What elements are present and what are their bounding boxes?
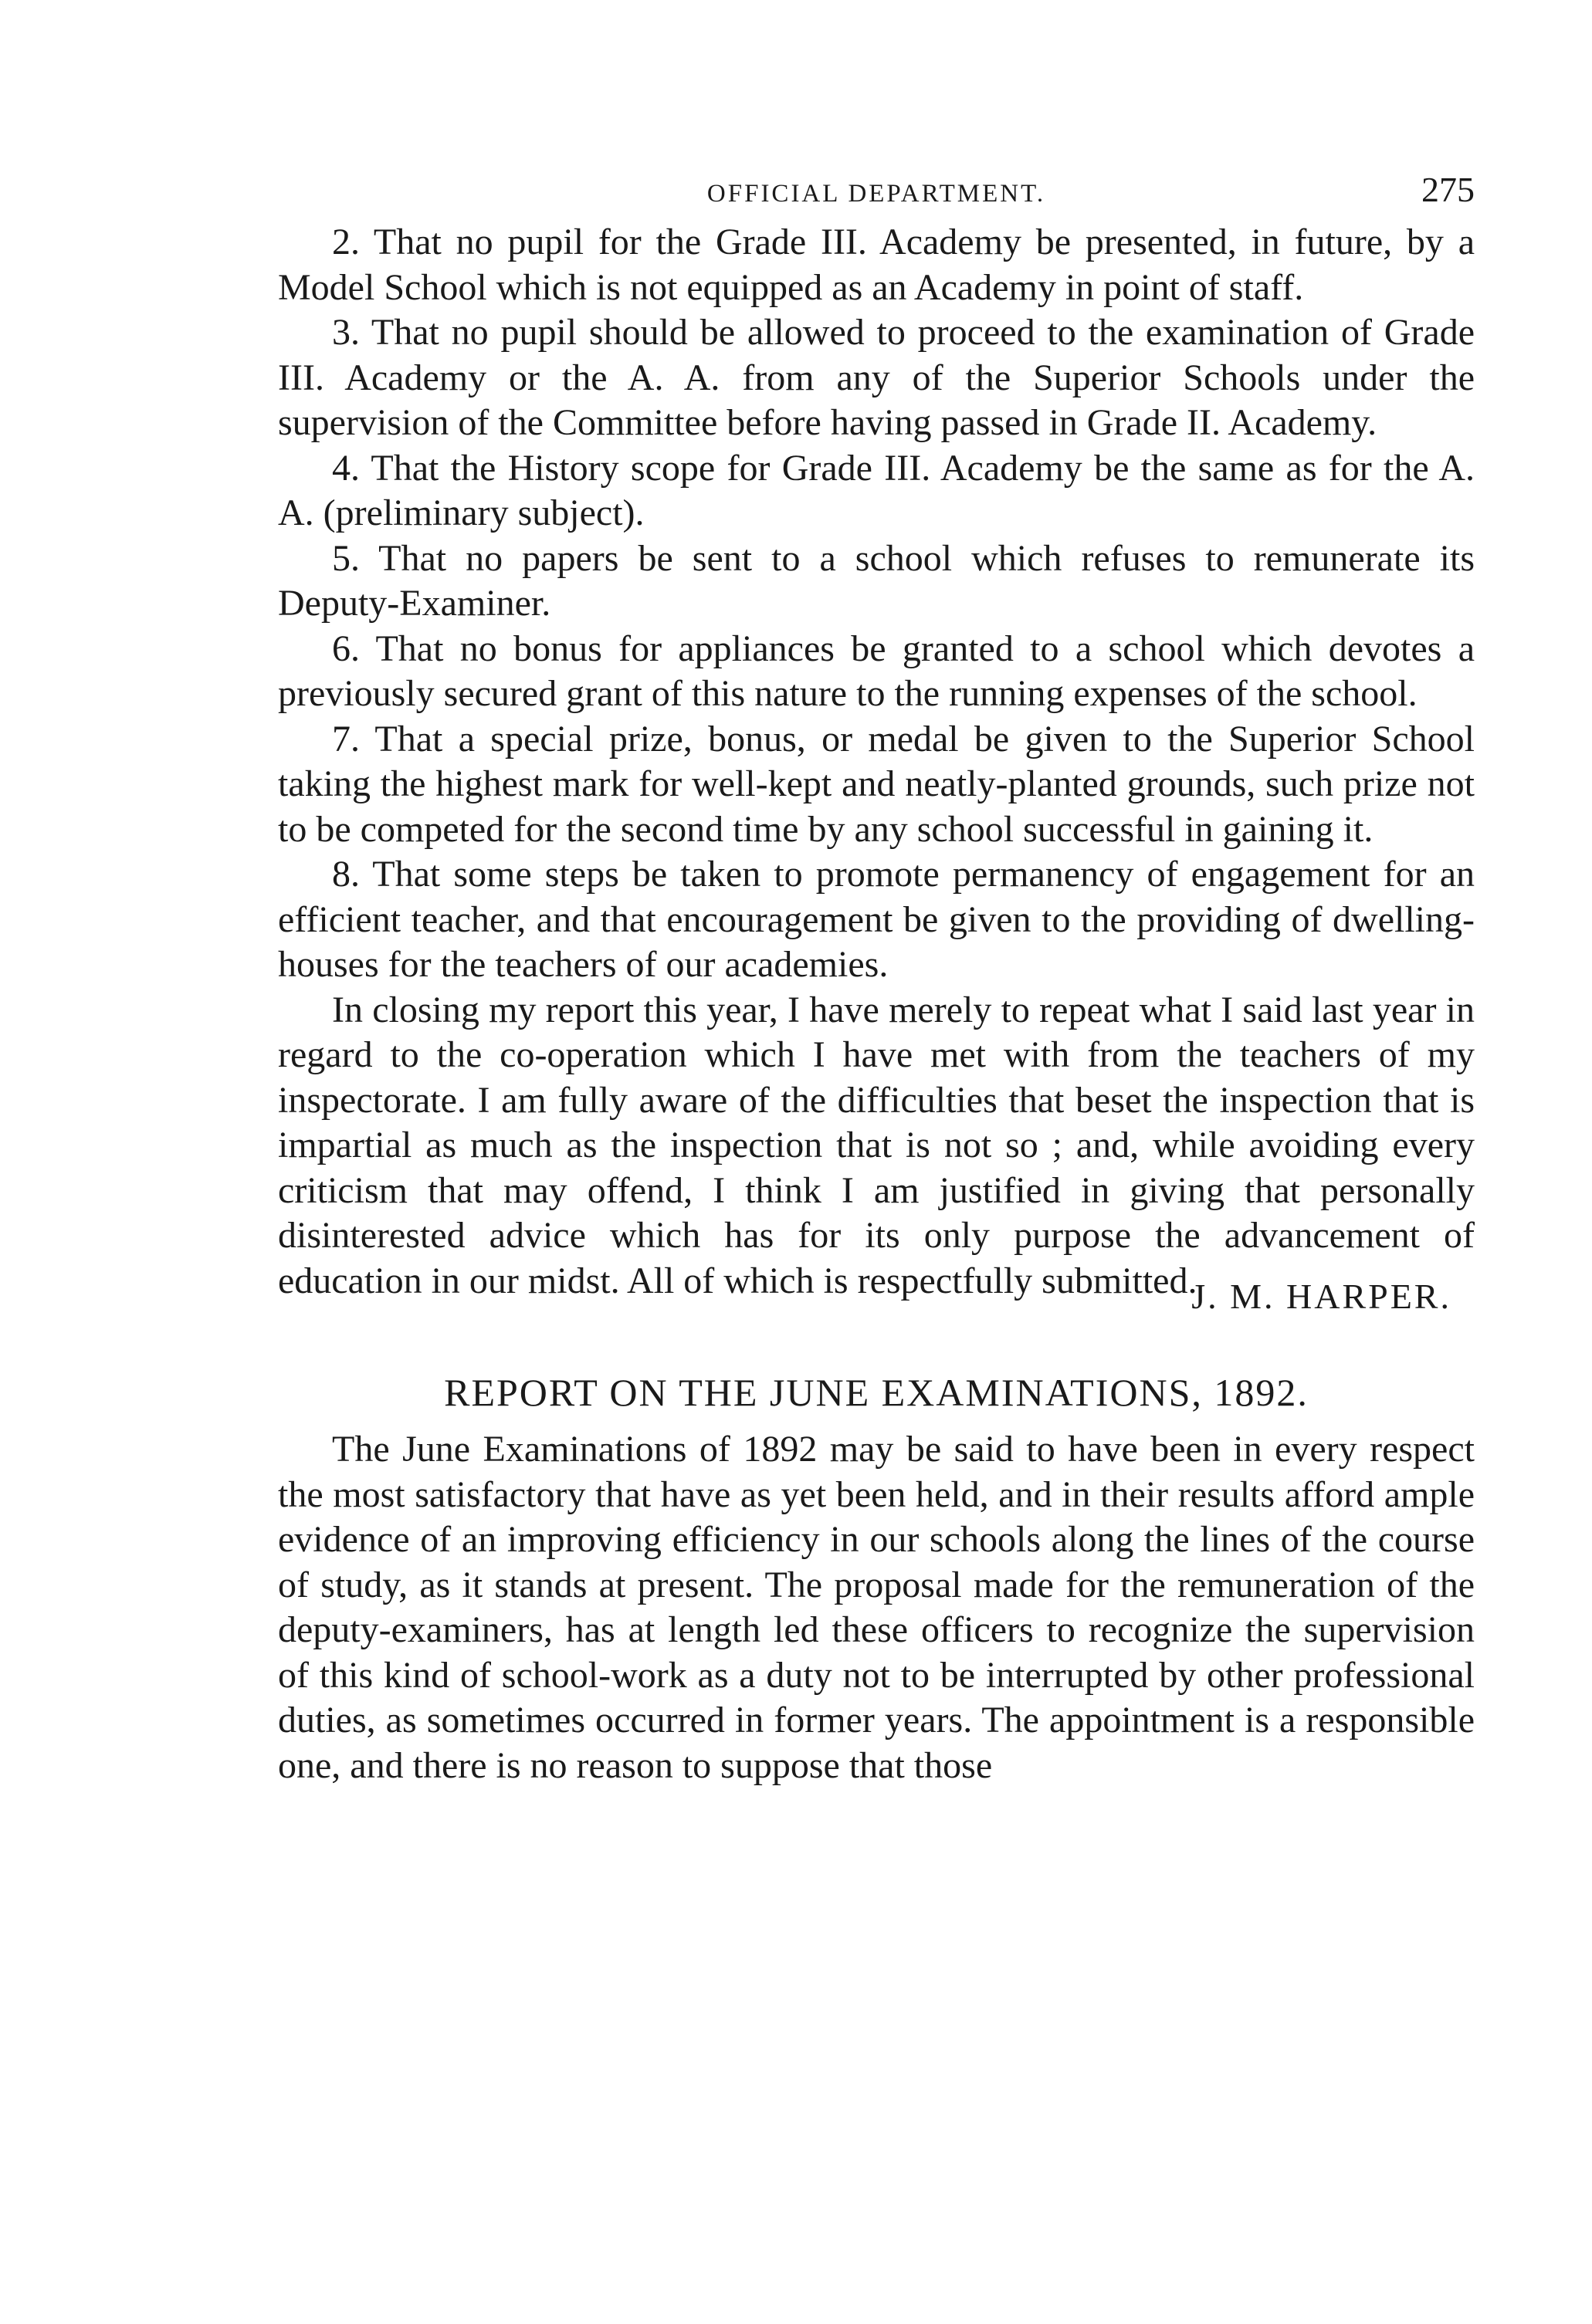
signature-line: [278, 1259, 1475, 1316]
running-head: [278, 166, 1475, 220]
recommendation-4: 4. That the History scope for Grade III. Academy be the same as for the A. A. (preliminary subject).: [278, 447, 1475, 533]
page-number: 275: [1421, 170, 1475, 209]
closing-paragraph: In closing my report this year, I have merely to repeat what I said last year in regard to the co-operation which I have met with from the teachers of my inspectorate. I am fully aware of the difficulties that beset the inspection that is impartial as much as the inspection that is not so ; and, while avoiding every criticism that may offend, I think I am justified in giving that personally disinterested advice which has for its only purpose the advancement of education in our midst. All of which is respectfully submitted.: [278, 989, 1475, 1301]
section-heading: REPORT ON THE JUNE EXAMINATIONS, 1892.: [444, 1371, 1309, 1414]
recommendation-5: 5. That no papers be sent to a school which refuses to remunerate its Deputy-Examiner.: [278, 537, 1475, 624]
recommendation-6: 6. That no bonus for appliances be granted to a school which devotes a previously secured grant of this nature to the running expenses of the school.: [278, 628, 1475, 714]
recommendation-7: 7. That a special prize, bonus, or medal be given to the Superior School taking the highest mark for well-kept and neatly-planted grounds, such prize not to be competed for the second time by any school successful in gaining it.: [278, 718, 1475, 850]
signature: J. M. HARPER.: [1191, 1276, 1451, 1316]
recommendation-3: 3. That no pupil should be allowed to proceed to the examination of Grade III. Academy or the A. A. from any of the Superior Schools under the supervision of the Committee before having passed in Grade II. Academy.: [278, 312, 1475, 443]
recommendation-8: 8. That some steps be taken to promote permanency of engagement for an efficient teacher, and that encouragement be given to the providing of dwelling-houses for the teachers of our academies.: [278, 854, 1475, 985]
report-paragraph: The June Examinations of 1892 may be said to have been in every respect the most satisfactory that have as yet been held, and in their results afford ample evidence of an improving efficiency in our schools along the lines of the course of study, as it stands at present. The proposal made for the remuneration of the deputy-examiners, has at length led these officers to recognize the supervision of this kind of school-work as a duty not to be interrupted by other professional duties, as sometimes occurred in former years. The appointment is a responsible one, and there is no reason to suppose that those: [278, 1429, 1475, 1786]
running-title: OFFICIAL DEPARTMENT.: [706, 180, 1046, 208]
document-page: [278, 166, 1475, 1788]
recommendation-2: 2. That no pupil for the Grade III. Academy be presented, in future, by a Model School which is not equipped as an Academy in point of staff.: [278, 222, 1475, 308]
